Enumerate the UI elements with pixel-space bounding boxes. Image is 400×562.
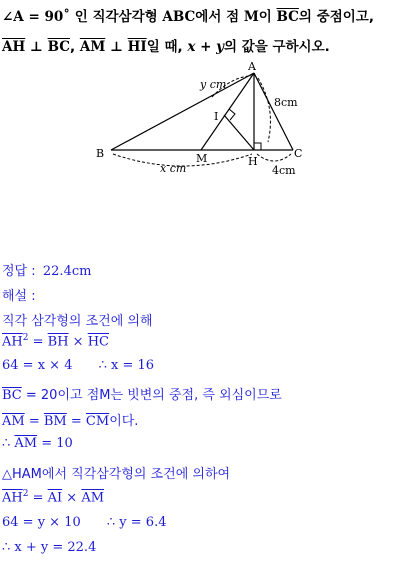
problem-text: 의 중점이고, bbox=[298, 9, 374, 25]
triangle-name: ABC bbox=[162, 9, 196, 25]
label-b: B bbox=[96, 147, 105, 160]
label-x-length: x cm bbox=[160, 162, 187, 175]
point-name: M bbox=[243, 9, 259, 25]
segment-bh: $\overline{BH}$ bbox=[47, 334, 69, 350]
answer-label: 정답 : bbox=[2, 264, 36, 279]
exponent: 2 bbox=[22, 333, 29, 343]
segment-am: $\overline{AM}$ bbox=[2, 414, 25, 429]
problem-text: ∠A = 90˚ 인 직각삼각형 bbox=[2, 9, 163, 25]
brace-4 bbox=[257, 154, 291, 161]
right-angle-mark-h bbox=[254, 143, 261, 150]
segment-bm: $\overline{BM}$ bbox=[43, 414, 67, 429]
comma: , bbox=[70, 39, 80, 55]
segment-bc: $\overline{BC}$ bbox=[276, 9, 299, 25]
equals: = bbox=[24, 414, 44, 429]
label-8-length: 8cm bbox=[274, 96, 298, 109]
solution-step-10: ∴ x + y = 22.4 bbox=[2, 540, 97, 555]
step-text: = 20이고 점M는 빗변의 중점, 즉 외심이므로 bbox=[21, 388, 282, 403]
times: × bbox=[62, 490, 82, 506]
solution-step-5 bbox=[2, 410, 138, 429]
answer-value: 22.4cm bbox=[42, 264, 92, 279]
segment-bc: $\overline{BC}$ bbox=[2, 388, 22, 403]
segment-hi: $\overline{HI}$ bbox=[127, 39, 147, 55]
solution-step-8 bbox=[2, 489, 104, 505]
solution-step-1: 직각 삼각형의 조건에 의해 bbox=[2, 314, 153, 329]
equals: = bbox=[66, 414, 86, 429]
segment-am: $\overline{AM}$ bbox=[14, 436, 38, 451]
problem-text: 에서 점 bbox=[195, 9, 244, 25]
perp-symbol: ⊥ bbox=[105, 39, 128, 55]
equals: = bbox=[28, 334, 48, 350]
solution-step-3 bbox=[2, 358, 154, 373]
result: = 10 bbox=[37, 436, 73, 451]
expression-x-plus-y: x + y bbox=[187, 39, 224, 55]
segment-hc: $\overline{HC}$ bbox=[87, 334, 109, 350]
problem-text: 이 bbox=[258, 9, 277, 25]
problem-line-1 bbox=[2, 5, 374, 25]
triangle-diagram bbox=[0, 55, 400, 185]
result: ∴ y = 6.4 bbox=[106, 515, 167, 530]
equals: = bbox=[28, 490, 48, 506]
label-h: H bbox=[248, 155, 258, 168]
equation: 64 = x × 4 bbox=[2, 358, 73, 373]
equation: 64 = y × 10 bbox=[2, 515, 81, 530]
segment-ah: $\overline{AH}$ bbox=[2, 490, 23, 506]
times: × bbox=[68, 334, 88, 350]
label-c: C bbox=[294, 147, 303, 160]
label-m: M bbox=[196, 152, 208, 165]
explanation-label: 해설 : bbox=[2, 289, 36, 304]
solution-step-2 bbox=[2, 333, 109, 349]
segment-ah: $\overline{AH}$ bbox=[2, 334, 23, 350]
problem-text: 의 값을 구하시오. bbox=[223, 39, 330, 55]
solution-step-4 bbox=[2, 384, 282, 403]
segment-ah: $\overline{AH}$ bbox=[2, 39, 26, 55]
solution-step-7: △HAM에서 직각삼각형의 조건에 의하여 bbox=[2, 467, 231, 482]
brace-8 bbox=[258, 78, 270, 142]
problem-text: 일 때, bbox=[146, 39, 188, 55]
perp-symbol: ⊥ bbox=[25, 39, 48, 55]
side-ac bbox=[254, 73, 293, 150]
label-i: I bbox=[214, 110, 219, 123]
solution-step-6 bbox=[2, 436, 73, 451]
label-y-length: y cm bbox=[200, 78, 227, 91]
segment-hi-line bbox=[224, 115, 254, 150]
right-angle-mark-i bbox=[229, 109, 235, 120]
problem-line-2 bbox=[2, 35, 330, 55]
segment-bc: $\overline{BC}$ bbox=[47, 39, 70, 55]
answer-line bbox=[2, 260, 91, 279]
solution-step-9 bbox=[2, 515, 166, 530]
segment-am: $\overline{AM}$ bbox=[81, 490, 105, 506]
step-text: 이다. bbox=[109, 414, 139, 429]
segment-am: $\overline{AM}$ bbox=[79, 39, 106, 55]
segment-cm: $\overline{CM}$ bbox=[85, 414, 110, 429]
label-a: A bbox=[248, 60, 256, 73]
result: ∴ x = 16 bbox=[98, 358, 155, 373]
therefore: ∴ bbox=[2, 436, 15, 451]
exponent: 2 bbox=[22, 489, 29, 499]
label-4-length: 4cm bbox=[272, 164, 296, 177]
segment-ai: $\overline{AI}$ bbox=[47, 490, 63, 506]
